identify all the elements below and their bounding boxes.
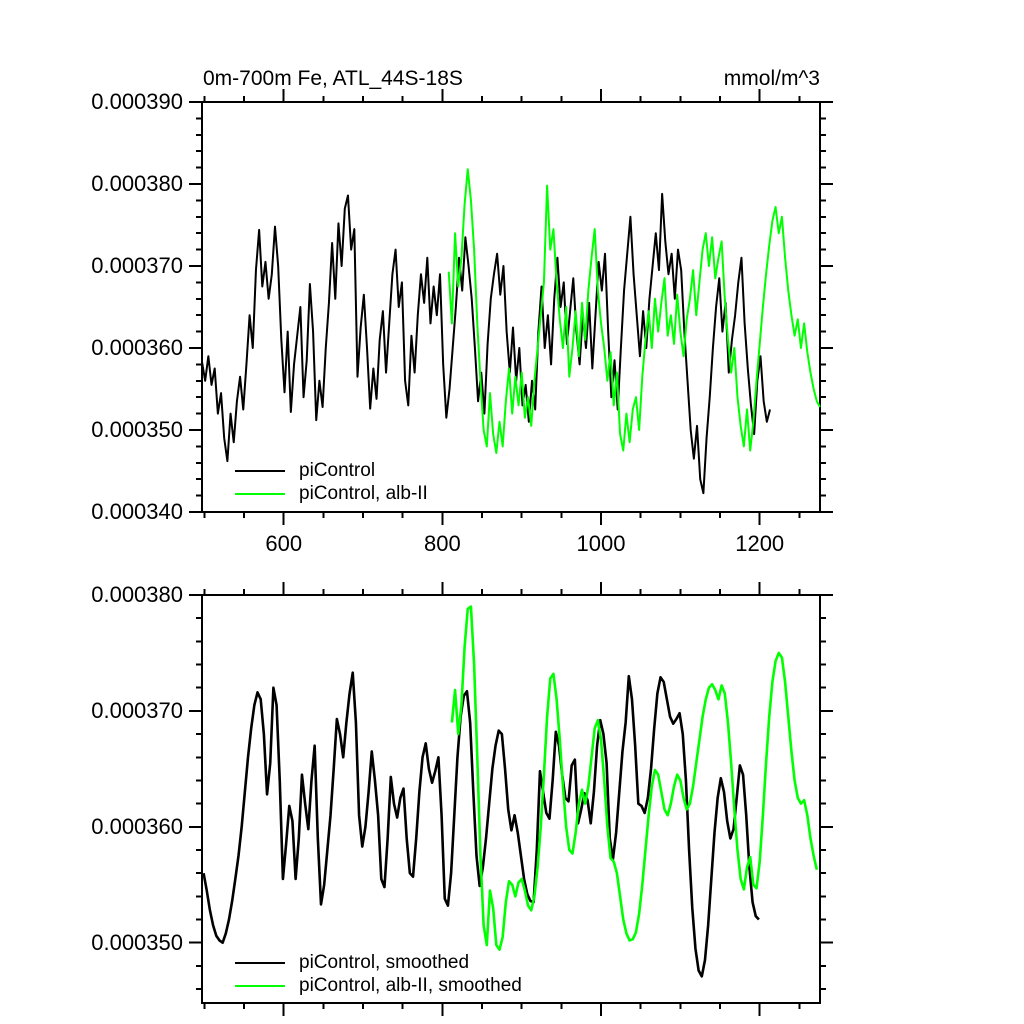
legend-line-piControl: [235, 470, 285, 472]
legend-top-plot: [235, 459, 428, 505]
x-tick-label: 600: [265, 531, 303, 556]
x-tick-label: 1200: [735, 531, 785, 556]
legend-label-piControl-smoothed: piControl, smoothed: [299, 951, 470, 973]
legend-bottom-plot: [235, 951, 522, 997]
legend-line-alb-II-smoothed: [235, 985, 285, 987]
legend-label-alb-II-smoothed: piControl, alb-II, smoothed: [299, 974, 522, 996]
y-tick-label: 0.000380: [91, 582, 183, 607]
y-tick-label: 0.000370: [91, 697, 183, 723]
y-tick-label: 0.000360: [91, 335, 183, 360]
axis-frame: [202, 102, 820, 512]
chart-title: 0m-700m Fe, ATL_44S-18S: [203, 67, 463, 90]
axis-frame: [202, 595, 820, 1003]
legend-label-alb-II: piControl, alb-II: [299, 482, 428, 504]
legend-row: [235, 459, 428, 482]
y-tick-label: 0.000390: [91, 89, 183, 114]
legend-line-piControl-smoothed: [235, 962, 285, 964]
legend-row: [235, 951, 522, 974]
legend-row: [235, 974, 522, 997]
x-tick-label: 1000: [576, 531, 626, 556]
y-tick-label: 0.000380: [91, 171, 183, 196]
legend-row: [235, 482, 428, 505]
legend-line-alb-II: [235, 493, 285, 495]
legend-label-piControl: piControl: [299, 459, 376, 481]
y-tick-label: 0.000350: [91, 929, 183, 955]
y-tick-label: 0.000370: [91, 253, 183, 278]
unit-axis-label: mmol/m^3: [723, 67, 820, 90]
y-tick-label: 0.000340: [91, 499, 183, 524]
x-tick-label: 800: [424, 531, 461, 556]
y-tick-label: 0.000350: [91, 417, 183, 442]
y-tick-label: 0.000360: [91, 813, 183, 839]
series-line-piControl-smoothed: [204, 673, 759, 977]
